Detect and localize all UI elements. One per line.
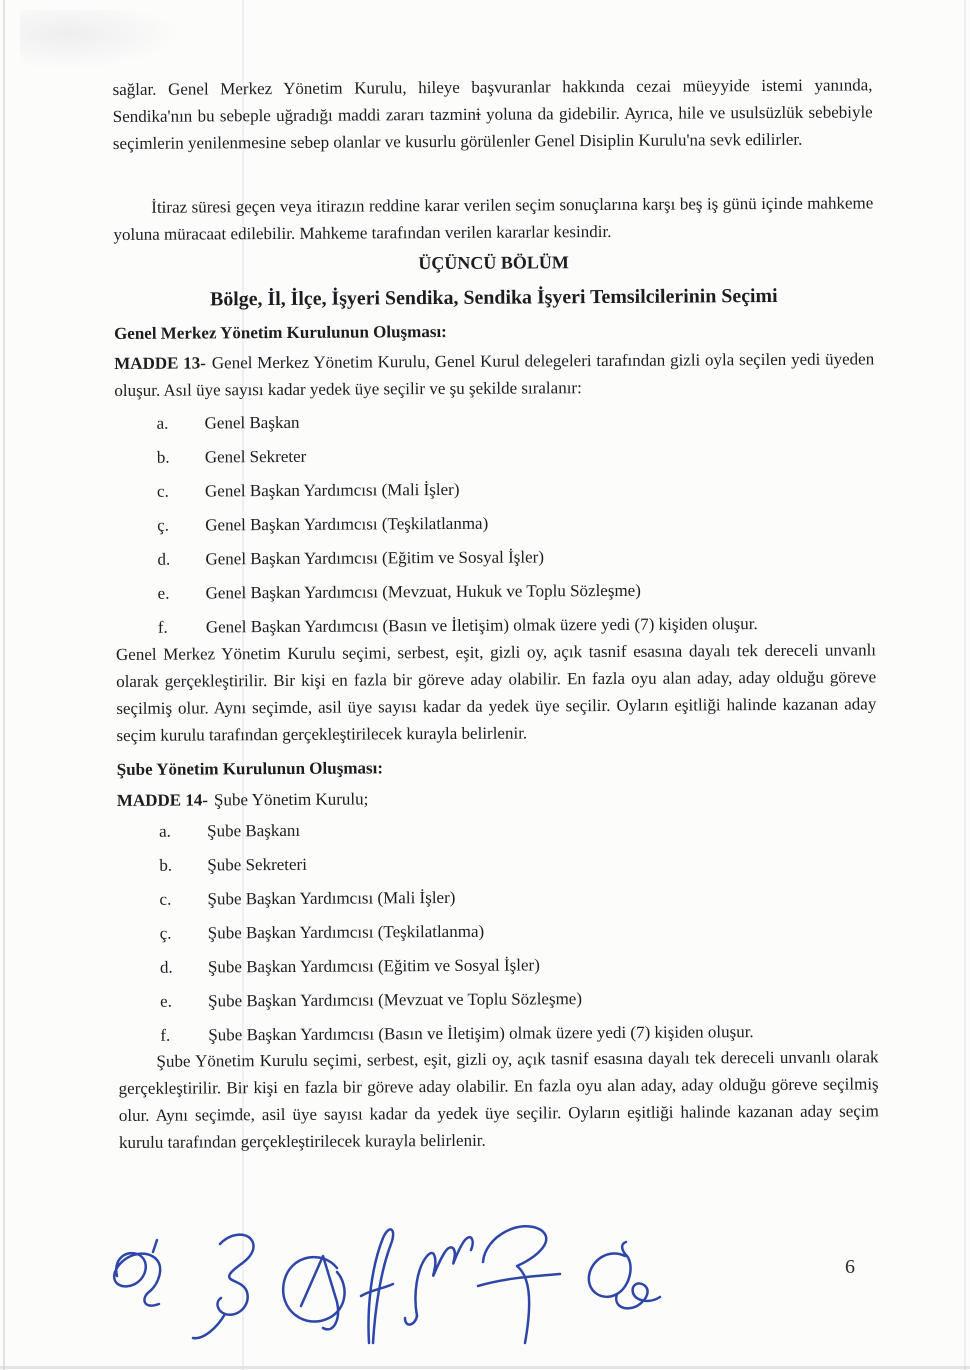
list-item — [117, 813, 877, 852]
scan-right-edge — [964, 0, 966, 1370]
paragraph-continuation — [112, 71, 872, 157]
paragraph-genel-merkez-secimi — [116, 636, 877, 749]
handwritten-signatures — [85, 1198, 665, 1348]
signature-6 — [478, 1226, 560, 1343]
list-item — [117, 847, 877, 886]
list-item — [115, 541, 875, 580]
list-item-text: Genel Başkan Yardımcısı (Mevzuat, Hukuk ve Toplu Sözleşme) — [205, 580, 641, 603]
list-item-letter: b. — [156, 447, 170, 467]
list-item — [117, 881, 877, 920]
list-item-text: Şube Başkan Yardımcısı (Mevzuat ve Toplu Sözleşme) — [208, 989, 583, 1011]
list-item-text: Şube Sekreteri — [207, 854, 307, 875]
paragraph-text: yoluna da gidebilir. Ayrıca, hile ve usulsüzlük sebebiyle seçimlerin yenilenmesine sebep olanlar ve kusurlu görülenler Genel Disiplin Kurulu'na sevk edilirler. — [112, 102, 873, 153]
list-item-letter: d. — [159, 957, 173, 977]
list-item — [116, 575, 876, 614]
signature-3 — [283, 1256, 344, 1329]
list-item-text: Şube Başkanı — [207, 820, 301, 841]
list-item-text: Genel Sekreter — [204, 446, 307, 467]
list-item — [118, 983, 878, 1022]
list-item-letter: f. — [160, 1025, 171, 1045]
list-item-letter: e. — [160, 991, 172, 1011]
madde13-paragraph — [114, 345, 874, 404]
list-item-letter: c. — [159, 889, 172, 909]
paragraph-itiraz — [113, 189, 873, 248]
list-item-text: Şube Başkan Yardımcısı (Mali İşler) — [207, 887, 456, 909]
list-item — [115, 507, 875, 546]
signature-1 — [114, 1240, 160, 1306]
list-item-letter: f. — [157, 617, 168, 637]
section1-heading: Genel Merkez Yönetim Kurulunun Oluşması: — [113, 321, 447, 343]
scan-bottom-edge — [0, 1366, 970, 1369]
signature-2 — [193, 1235, 253, 1339]
list-item-letter: d. — [157, 549, 171, 569]
page-number: 6 — [845, 1256, 855, 1278]
paragraph-text: İtiraz süresi geçen veya itirazın reddine karar verilen seçim sonuçlarına karşı beş iş günü içinde mahkeme yoluna müracaat edilebilir. Mahkeme tarafından verilen kararlar kesindir. — [113, 193, 874, 244]
paragraph-text: sağlar. Genel Merkez Yönetim Kurulu, hileye başvuranlar hakkında cezai müeyyide istemi yanında, Sendika'nın bu sebeple uğradığı maddi zararı tazmin — [112, 75, 873, 126]
list-genel-merkez — [115, 405, 876, 648]
list-item-text: Genel Başkan Yardımcısı (Eğitim ve Sosyal İşler) — [205, 547, 544, 569]
list-item — [118, 915, 878, 954]
list-item-text: Genel Başkan Yardımcısı (Teşkilatlanma) — [205, 513, 489, 535]
chapter-heading: ÜÇÜNCÜ BÖLÜM — [418, 252, 569, 274]
paragraph-text: Genel Merkez Yönetim Kurulu seçimi, serbest, eşit, gizli oy, açık tasnif esasına dayalı tek dereceli unvanlı olarak gerçekleştirilir. Bir kişi en fazla bir göreve aday olabilir. En fazla oyu alan aday, aday olduğu göreve seçilmiş olur. Aynı seçimde, asil üye sayısı kadar da yedek üye seçilir. Oyların eşitliği halinde kazanan aday seçim kurulu tarafından gerçekleştirilecek kurayla belirlenir. — [115, 640, 877, 745]
signature-7 — [589, 1242, 660, 1308]
list-item-text: Şube Başkan Yardımcısı (Teşkilatlanma) — [207, 921, 485, 943]
madde14-label: MADDE 14- — [116, 790, 209, 810]
struck-character: i — [475, 104, 481, 124]
list-item-letter: a. — [159, 821, 171, 841]
list-item — [115, 473, 875, 512]
list-item-letter: ç. — [157, 515, 170, 535]
paragraph-text: Şube Yönetim Kurulu seçimi, serbest, eşit, gizli oy, açık tasnif esasına dayalı tek dereceli unvanlı olarak gerçekleştirilir. Bir kişi en fazla bir göreve aday olabilir. En fazla oyu alan aday, aday olduğu göreve seçilmiş olur. Aynı seçimde, asil üye sayısı kadar da yedek üye seçilir. Oyların eşitliği halinde kazanan aday seçim kurulu tarafından gerçekleştirilecek kurayla belirlenir. — [118, 1047, 879, 1152]
scan-left-edge — [3, 0, 5, 1370]
paragraph-sube-secimi — [118, 1043, 879, 1156]
list-item-text: Genel Başkan Yardımcısı (Mali İşler) — [204, 479, 460, 501]
list-item — [115, 439, 875, 478]
madde14-text: Şube Yönetim Kurulu; — [213, 789, 369, 810]
list-sube — [117, 813, 878, 1056]
list-item-text: Genel Başkan — [204, 412, 300, 433]
madde14-paragraph — [117, 782, 877, 814]
scan-corner-shade — [20, 10, 180, 70]
madde13-text: Genel Merkez Yönetim Kurulu, Genel Kurul delegeleri tarafından gizli oyla seçilen yedi üyeden oluşur. Asıl üye sayısı kadar yedek üye seçilir ve şu şekilde sıralanır: — [114, 349, 875, 400]
list-item-text: Şube Başkan Yardımcısı (Basın ve İletişim) olmak üzere yedi (7) kişiden oluşur. — [208, 1022, 754, 1045]
signature-5 — [405, 1237, 473, 1324]
section2-heading: Şube Yönetim Kurulunun Oluşması: — [116, 758, 384, 779]
list-item-text: Genel Başkan Yardımcısı (Basın ve İletişim) olmak üzere yedi (7) kişiden oluşur. — [205, 614, 758, 637]
list-item-letter: a. — [156, 413, 169, 433]
chapter-subheading: Bölge, İl, İlçe, İşyeri Sendika, Sendika İşyeri Temsilcilerinin Seçimi — [209, 284, 778, 311]
list-item — [115, 405, 875, 444]
list-item-text: Şube Başkan Yardımcısı (Eğitim ve Sosyal İşler) — [207, 955, 540, 977]
list-item — [118, 949, 878, 988]
signature-4 — [361, 1229, 393, 1343]
list-item-letter: b. — [159, 855, 173, 875]
list-item-letter: ç. — [159, 923, 172, 943]
list-item-letter: c. — [156, 481, 169, 501]
madde13-label: MADDE 13- — [114, 353, 206, 373]
list-item-letter: e. — [157, 583, 170, 603]
